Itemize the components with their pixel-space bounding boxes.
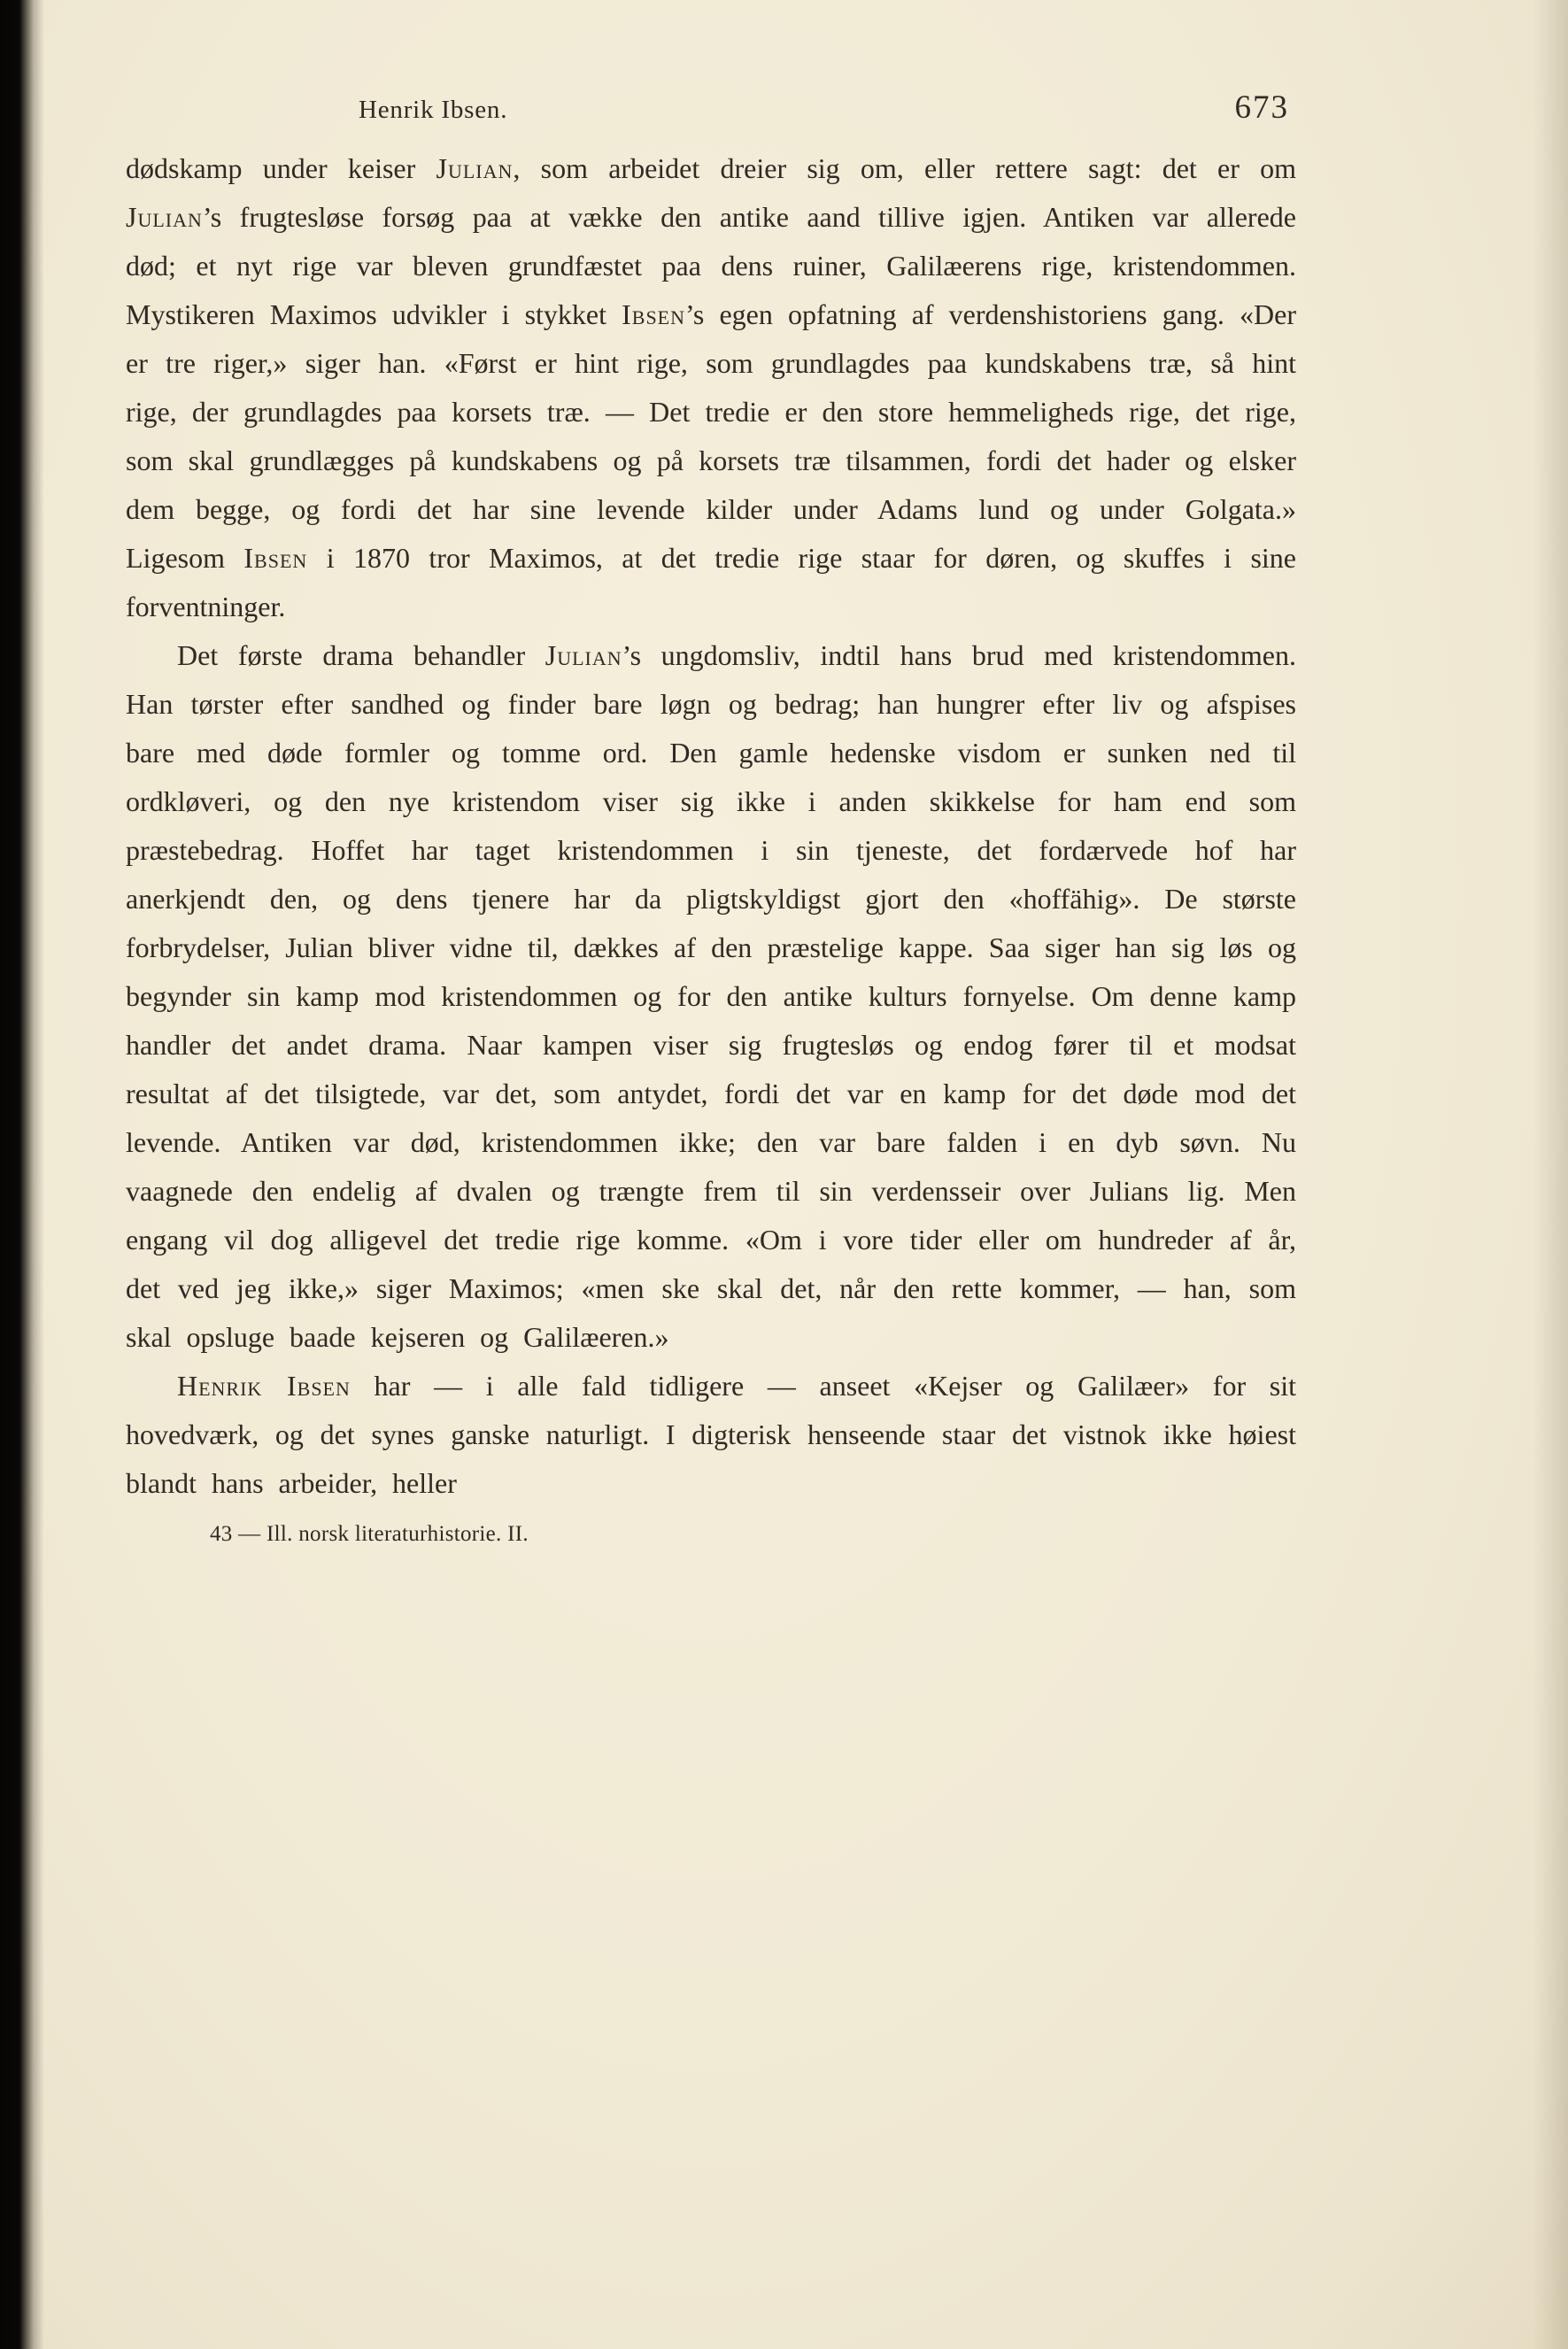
paragraph: Henrik Ibsen har — i alle fald tidligere — anseet «Kejser og Galilæer» for sit hovedværk, og det synes ganske naturligt. I digterisk henseende staar det vistnok ikke høiest blandt hans arbeider, heller <box>126 1370 1296 1499</box>
page-content <box>126 0 1296 1547</box>
paragraph: dødskamp under keiser Julian, som arbeidet dreier sig om, eller rettere sagt: det er om Julian’s frugtesløse forsøg paa at vække den antike aand tillive igjen. Antiken var allerede død; et nyt rige var bleven grundfæstet paa dens ruiner, Galilæerens rige, kristendommen. Mystikeren Maximos udvikler i stykket Ibsen’s egen opfatning af verdenshistoriens gang. «Der er tre riger,» siger han. «Først er hint rige, som grundlagdes paa kundskabens træ, så hint rige, der grundlagdes paa korsets træ. — Det tredie er den store hemmeligheds rige, det rige, som skal grundlægges på kundskabens og på korsets træ tilsammen, fordi det hader og elsker dem begge, og fordi det har sine levende kilder under Adams lund og under Golgata.» Ligesom Ibsen i 1870 tror Maximos, at det tredie rige staar for døren, og skuffes i sine forventninger. <box>126 152 1296 622</box>
scan-edge-shadow-right <box>1533 0 1568 2349</box>
small-caps-name: Julian <box>545 639 622 671</box>
small-caps-name: Julian <box>436 152 514 184</box>
running-head <box>126 89 1296 127</box>
small-caps-name: Julian <box>126 201 203 233</box>
running-head-title: Henrik Ibsen. <box>359 96 508 124</box>
scan-edge-shadow-left <box>0 0 46 2349</box>
footer-note: 43 — Ill. norsk literaturhistorie. II. <box>210 1522 529 1546</box>
small-caps-name: Henrik Ibsen <box>177 1370 351 1402</box>
paragraph: Det første drama behandler Julian’s ungdomsliv, indtil hans brud med kristendommen. Han tørster efter sandhed og finder bare løgn og bedrag; han hungrer efter liv og afspises bare med døde formler og tomme ord. Den gamle hedenske visdom er sunken ned til ordkløveri, og den nye kristendom viser sig ikke i anden skikkelse for ham end som præstebedrag. Hoffet har taget kristendommen i sin tjeneste, det fordærvede hof har anerkjendt den, og dens tjenere har da pligtskyldigst gjort den «hoffähig». De største forbrydelser, Julian bliver vidne til, dækkes af den præstelige kappe. Saa siger han sig løs og begynder sin kamp mod kristendommen og for den antike kulturs fornyelse. Om denne kamp handler det andet drama. Naar kampen viser sig frugtesløs og endog fører til et modsat resultat af det tilsigtede, var det, som antydet, fordi det var en kamp for det døde mod det levende. Antiken var død, kristendommen ikke; den var bare falden i en dyb søvn. Nu vaagnede den endelig af dvalen og trængte frem til sin verdensseir over Julians lig. Men engang vil dog alligevel det tredie rige komme. «Om i vore tider eller om hundreder af år, det ved jeg ikke,» siger Maximos; «men ske skal det, når den rette kommer, — han, som skal opsluge baade kejseren og Galilæeren.» <box>126 639 1297 1353</box>
page-body <box>126 144 1296 1508</box>
page-number: 673 <box>1234 89 1289 126</box>
page-footer <box>126 1522 1296 1547</box>
small-caps-name: Ibsen <box>243 542 308 574</box>
small-caps-name: Ibsen <box>622 298 686 330</box>
